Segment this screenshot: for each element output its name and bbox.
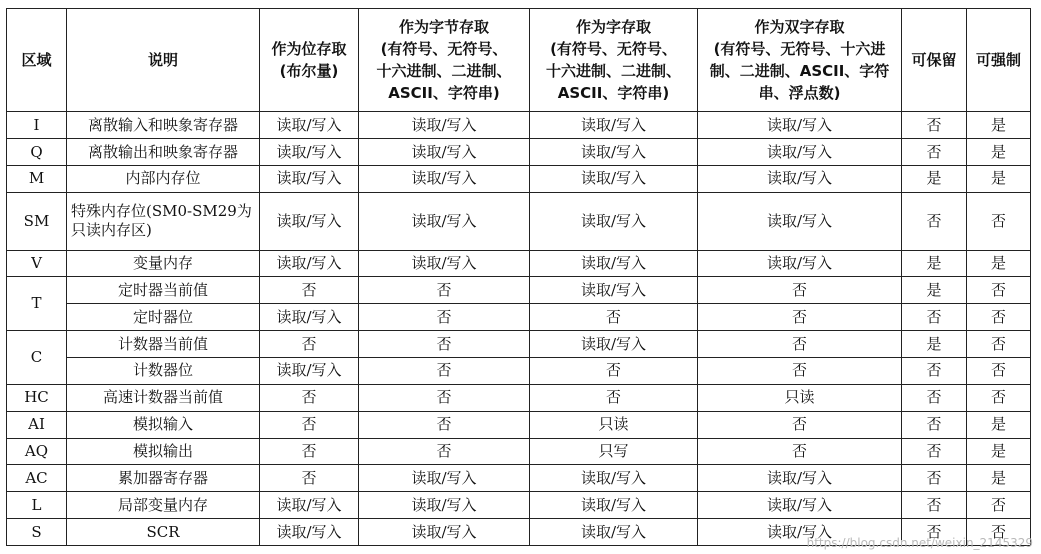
table-row (7, 465, 1031, 492)
description-cell: 定时器当前值 (67, 277, 260, 304)
retain-cell: 否 (902, 304, 967, 331)
dword-cell: 读取/写入 (698, 165, 902, 192)
retain-cell: 是 (902, 165, 967, 192)
area-cell: HC (7, 384, 67, 411)
retain-cell: 是 (902, 250, 967, 277)
table-row (7, 112, 1031, 139)
header-retain: 可保留 (902, 9, 967, 112)
retain-cell: 否 (902, 384, 967, 411)
byte-cell: 读取/写入 (359, 519, 530, 546)
word-cell: 否 (530, 358, 698, 385)
table-row (7, 250, 1031, 277)
description-cell: 高速计数器当前值 (67, 384, 260, 411)
dword-cell: 读取/写入 (698, 465, 902, 492)
force-cell: 否 (967, 492, 1031, 519)
area-cell: S (7, 519, 67, 546)
force-cell: 是 (967, 139, 1031, 166)
area-cell: SM (7, 192, 67, 250)
table-row (7, 384, 1031, 411)
dword-cell: 读取/写入 (698, 192, 902, 250)
byte-cell: 读取/写入 (359, 165, 530, 192)
bit-cell: 读取/写入 (260, 519, 359, 546)
force-cell: 否 (967, 519, 1031, 546)
word-cell: 读取/写入 (530, 492, 698, 519)
word-cell: 否 (530, 384, 698, 411)
bit-cell: 否 (260, 384, 359, 411)
area-cell: T (7, 277, 67, 331)
bit-cell: 否 (260, 277, 359, 304)
byte-cell: 否 (359, 304, 530, 331)
area-cell: AC (7, 465, 67, 492)
byte-cell: 读取/写入 (359, 139, 530, 166)
table-row (7, 277, 1031, 304)
retain-cell: 是 (902, 277, 967, 304)
retain-cell: 否 (902, 438, 967, 465)
retain-cell: 否 (902, 112, 967, 139)
header-row (7, 9, 1031, 112)
table-row (7, 331, 1031, 358)
header-force: 可强制 (967, 9, 1031, 112)
dword-cell: 否 (698, 277, 902, 304)
word-cell: 读取/写入 (530, 165, 698, 192)
header-byte-access: 作为字节存取 (有符号、无符号、 十六进制、二进制、 ASCII、字符串) (359, 9, 530, 112)
retain-cell: 否 (902, 411, 967, 438)
header-word-access: 作为字存取 (有符号、无符号、 十六进制、二进制、 ASCII、字符串) (530, 9, 698, 112)
table-row (7, 165, 1031, 192)
dword-cell: 否 (698, 331, 902, 358)
description-cell: 计数器当前值 (67, 331, 260, 358)
header-area: 区域 (7, 9, 67, 112)
bit-cell: 读取/写入 (260, 492, 359, 519)
area-cell: Q (7, 139, 67, 166)
bit-cell: 否 (260, 438, 359, 465)
word-cell: 读取/写入 (530, 465, 698, 492)
retain-cell: 否 (902, 492, 967, 519)
description-cell: 离散输出和映象寄存器 (67, 139, 260, 166)
table-row (7, 519, 1031, 546)
header-bit-access: 作为位存取 (布尔量) (260, 9, 359, 112)
byte-cell: 否 (359, 277, 530, 304)
dword-cell: 读取/写入 (698, 139, 902, 166)
description-cell: 计数器位 (67, 358, 260, 385)
bit-cell: 读取/写入 (260, 192, 359, 250)
bit-cell: 读取/写入 (260, 165, 359, 192)
force-cell: 否 (967, 304, 1031, 331)
area-cell: L (7, 492, 67, 519)
retain-cell: 是 (902, 331, 967, 358)
bit-cell: 否 (260, 331, 359, 358)
description-cell: 局部变量内存 (67, 492, 260, 519)
force-cell: 是 (967, 165, 1031, 192)
bit-cell: 读取/写入 (260, 112, 359, 139)
area-cell: AI (7, 411, 67, 438)
area-cell: AQ (7, 438, 67, 465)
byte-cell: 读取/写入 (359, 250, 530, 277)
bit-cell: 读取/写入 (260, 358, 359, 385)
dword-cell: 读取/写入 (698, 492, 902, 519)
area-cell: I (7, 112, 67, 139)
force-cell: 否 (967, 358, 1031, 385)
table-row (7, 411, 1031, 438)
description-cell: 模拟输出 (67, 438, 260, 465)
word-cell: 读取/写入 (530, 139, 698, 166)
dword-cell: 读取/写入 (698, 519, 902, 546)
word-cell: 只读 (530, 411, 698, 438)
area-cell: M (7, 165, 67, 192)
force-cell: 是 (967, 250, 1031, 277)
bit-cell: 读取/写入 (260, 304, 359, 331)
table-row (7, 358, 1031, 385)
byte-cell: 读取/写入 (359, 192, 530, 250)
area-cell: V (7, 250, 67, 277)
watermark: https://blog.csdn.net/weixin_2145329 (806, 536, 1033, 550)
force-cell: 是 (967, 411, 1031, 438)
force-cell: 否 (967, 277, 1031, 304)
bit-cell: 读取/写入 (260, 250, 359, 277)
header-dword-access: 作为双字存取 (有符号、无符号、十六进 制、二进制、ASCII、字符 串、浮点数) (698, 9, 902, 112)
byte-cell: 否 (359, 331, 530, 358)
word-cell: 读取/写入 (530, 112, 698, 139)
description-cell: 离散输入和映象寄存器 (67, 112, 260, 139)
force-cell: 否 (967, 331, 1031, 358)
header-description: 说明 (67, 9, 260, 112)
word-cell: 只写 (530, 438, 698, 465)
force-cell: 否 (967, 192, 1031, 250)
area-cell: C (7, 331, 67, 385)
description-cell: 累加器寄存器 (67, 465, 260, 492)
table-row (7, 139, 1031, 166)
memory-area-table (6, 8, 1031, 546)
byte-cell: 读取/写入 (359, 112, 530, 139)
retain-cell: 否 (902, 465, 967, 492)
word-cell: 否 (530, 304, 698, 331)
retain-cell: 否 (902, 358, 967, 385)
table-row (7, 304, 1031, 331)
description-cell: 变量内存 (67, 250, 260, 277)
word-cell: 读取/写入 (530, 331, 698, 358)
word-cell: 读取/写入 (530, 277, 698, 304)
word-cell: 读取/写入 (530, 519, 698, 546)
byte-cell: 读取/写入 (359, 465, 530, 492)
bit-cell: 否 (260, 411, 359, 438)
table-row (7, 192, 1031, 250)
force-cell: 是 (967, 465, 1031, 492)
byte-cell: 读取/写入 (359, 492, 530, 519)
description-cell: SCR (67, 519, 260, 546)
retain-cell: 否 (902, 192, 967, 250)
byte-cell: 否 (359, 411, 530, 438)
dword-cell: 否 (698, 411, 902, 438)
force-cell: 是 (967, 438, 1031, 465)
dword-cell: 只读 (698, 384, 902, 411)
word-cell: 读取/写入 (530, 250, 698, 277)
word-cell: 读取/写入 (530, 192, 698, 250)
description-cell: 模拟输入 (67, 411, 260, 438)
table-row (7, 438, 1031, 465)
dword-cell: 读取/写入 (698, 112, 902, 139)
byte-cell: 否 (359, 358, 530, 385)
table-row (7, 492, 1031, 519)
bit-cell: 读取/写入 (260, 139, 359, 166)
dword-cell: 否 (698, 438, 902, 465)
byte-cell: 否 (359, 384, 530, 411)
bit-cell: 否 (260, 465, 359, 492)
description-cell: 内部内存位 (67, 165, 260, 192)
description-cell: 特殊内存位(SM0-SM29为只读内存区) (67, 192, 260, 250)
retain-cell: 否 (902, 139, 967, 166)
force-cell: 否 (967, 384, 1031, 411)
dword-cell: 否 (698, 358, 902, 385)
dword-cell: 读取/写入 (698, 250, 902, 277)
byte-cell: 否 (359, 438, 530, 465)
retain-cell: 否 (902, 519, 967, 546)
force-cell: 是 (967, 112, 1031, 139)
dword-cell: 否 (698, 304, 902, 331)
description-cell: 定时器位 (67, 304, 260, 331)
